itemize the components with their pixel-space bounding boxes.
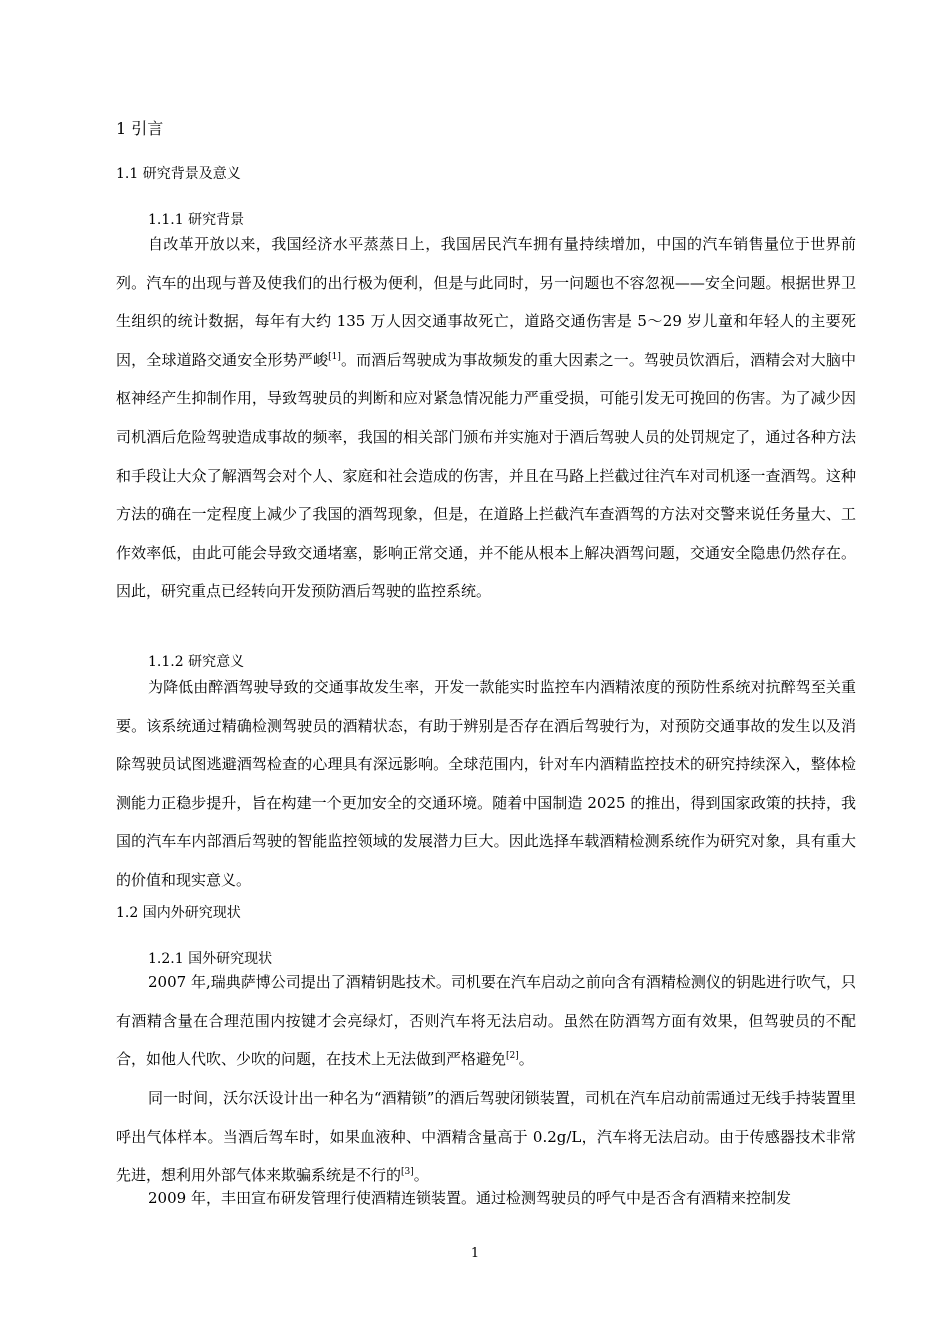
subsection-heading-1-1-1: 1.1.1 研究背景 [148, 212, 245, 228]
chapter-heading: 1 引言 [116, 119, 164, 138]
citation-ref: [1] [328, 351, 341, 362]
paragraph-text: 同一时间，沃尔沃设计出一种名为“酒精锁”的酒后驾驶闭锁装置，司机在汽车启动前需通过无线手持装置里呼出气体样本。当酒后驾车时，如果血液种、中酒精含量高于 0.2g/L，汽车将无法启动。由于传感器技术非常先进，想利用外部气体来欺骗系统是不行的 [116, 1089, 856, 1185]
subsection-heading-1-1-2: 1.1.2 研究意义 [148, 654, 245, 670]
paragraph-toyota: 2009 年，丰田宣布研发管理行使酒精连锁装置。通过检测驾驶员的呼气中是否含有酒精来控制发 [148, 1189, 791, 1207]
paragraph-text: 。而酒后驾驶成为事故频发的重大因素之一。驾驶员饮酒后，酒精会对大脑中枢神经产生抑制作用，导致驾驶员的判断和应对紧急情况能力严重受损，可能引发无可挽回的伤害。为了减少因司机酒后危险驾驶造成事故的频率，我国的相关部门颁布并实施对于酒后驾驶人员的处罚规定了，通过各种方法和手段让大众了解酒驾会对个人、家庭和社会造成的伤害，并且在马路上拦截过往汽车对司机逐一查酒驾。这种方法的确在一定程度上减少了我国的酒驾现象，但是，在道路上拦截汽车查酒驾的方法对交警来说任务量大、工作效率低，由此可能会导致交通堵塞，影响正常交通，并不能从根本上解决酒驾问题，交通安全隐患仍然存在。因此，研究重点已经转向开发预防酒后驾驶的监控系统。 [116, 350, 856, 601]
subsection-heading-1-2-1: 1.2.1 国外研究现状 [148, 951, 273, 967]
paragraph-text: 自改革开放以来，我国经济水平蒸蒸日上，我国居民汽车拥有量持续增加，中国的汽车销售量位于世界前列。汽车的出现与普及使我们的出行极为便利，但是与此同时，另一问题也不容忽视——安全问题。根据世界卫生组织的统计数据，每年有大约 135 万人因交通事故死亡，道路交通伤害是 5～29 岁儿童和年轻人的主要死因，全球道路交通安全形势严峻 [116, 235, 856, 369]
citation-ref: [2] [506, 1051, 519, 1062]
paragraph-text: 。 [413, 1166, 429, 1185]
paragraph-significance: 为降低由醉酒驾驶导致的交通事故发生率，开发一款能实时监控车内酒精浓度的预防性系统对抗醉驾至关重要。该系统通过精确检测驾驶员的酒精状态，有助于辨别是否存在酒后驾驶行为，对预防交通事故的发生以及消除驾驶员试图逃避酒驾检查的心理具有深远影响。全球范围内，针对车内酒精监控技术的研究持续深入，整体检测能力正稳步提升，旨在构建一个更加安全的交通环境。随着中国制造 2025 的推出，得到国家政策的扶持，我国的汽车车内部酒后驾驶的智能监控领域的发展潜力巨大。因此选择车载酒精检测系统作为研究对象，具有重大的价值和现实意义。 [116, 678, 856, 889]
paragraph-saab [116, 963, 856, 1079]
section-heading-1-2: 1.2 国内外研究现状 [116, 905, 241, 921]
section-heading-1-1: 1.1 研究背景及意义 [116, 166, 241, 182]
paragraph-volvo [116, 1079, 856, 1195]
citation-ref: [3] [401, 1167, 414, 1178]
paragraph-text: 。 [518, 1050, 534, 1069]
page-number: 1 [470, 1246, 480, 1261]
paragraph-background [116, 225, 856, 611]
paragraph-text: 2007 年,瑞典萨博公司提出了酒精钥匙技术。司机要在汽车启动之前向含有酒精检测仪的钥匙进行吹气，只有酒精含量在合理范围内按键才会亮绿灯，否则汽车将无法启动。虽然在防酒驾方面有效果，但驾驶员的不配合，如他人代吹、少吹的问题，在技术上无法做到严格避免 [116, 973, 856, 1069]
